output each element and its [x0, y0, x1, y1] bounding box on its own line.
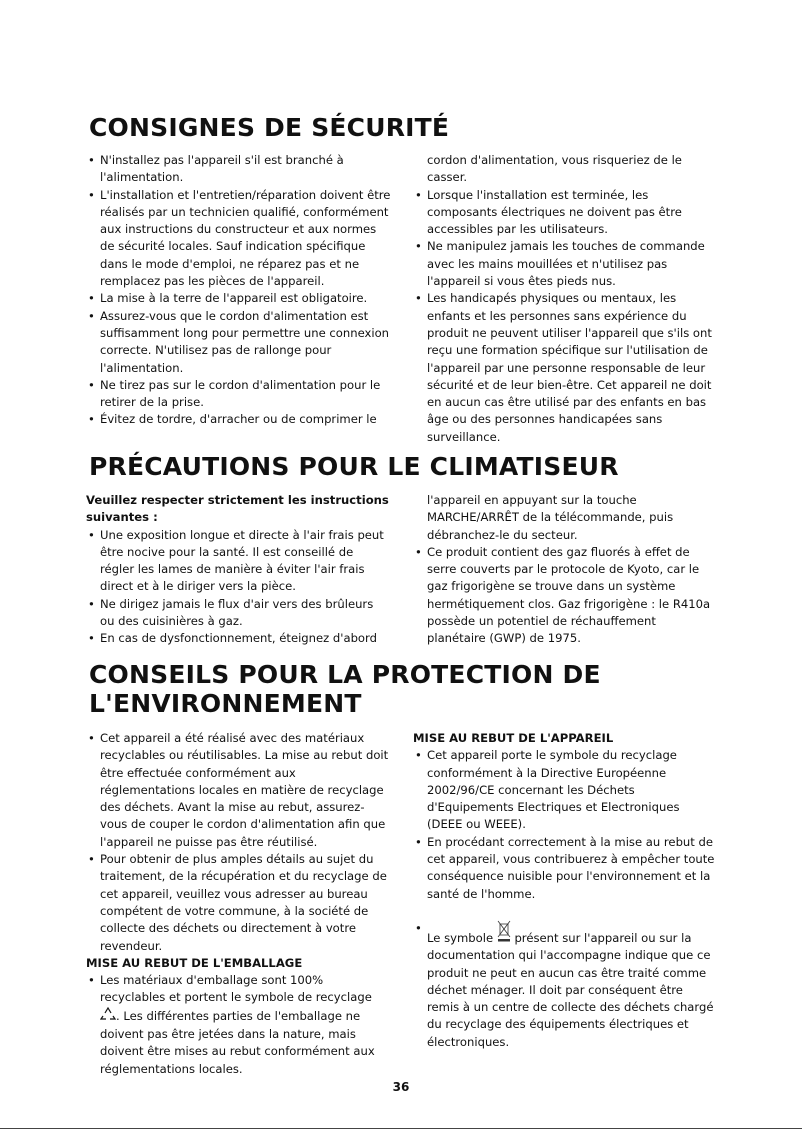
packaging-text-2: . Les différentes parties de l'emballage ne doivent pas être jetées dans la nature, mais doivent être mises au rebut conformément aux réglementations locales.: [100, 1008, 375, 1076]
list-item: • Les handicapés physiques ou mentaux, les enfants et les personnes sans expérience du produit ne peuvent utiliser l'appareil que s'ils ont reçu une formation spécifique sur l'utilisation de l'appareil par une personne responsable de leur sécurité et de leur bien-être. Cet appareil ne doit en aucun cas être utilisé par des enfants en bas âge ou des personnes handicapées sans surveillance.: [413, 290, 718, 446]
list-item: • Assurez-vous que le cordon d'alimentation est suffisamment long pour permettre une connexion correcte. N'utilisez pas de rallonge pour l'alimentation.: [86, 308, 391, 377]
environment-title: [89, 660, 601, 718]
list-item: • En cas de dysfonctionnement, éteignez d'abord: [86, 630, 391, 647]
list-item: • Lorsque l'installation est terminée, les composants électriques ne doivent pas être accessibles par les utilisateurs.: [413, 187, 718, 239]
page-number: 36: [392, 1080, 410, 1094]
safety-left-column: [86, 152, 391, 429]
precautions-title: PRÉCAUTIONS POUR LE CLIMATISEUR: [89, 452, 619, 481]
appliance-heading: MISE AU REBUT DE L'APPAREIL: [413, 731, 614, 745]
recycle-icon: [100, 1007, 116, 1026]
list-item: • Cet appareil a été réalisé avec des matériaux recyclables ou réutilisables. La mise au rebut doit être effectuée conformément aux réglementations locales en matière de recyclage des déchets. Avant la mise au rebut, assurez-vous de couper le cordon d'alimentation afin que l'appareil ne puisse pas être réutilisé.: [86, 730, 391, 851]
precautions-right-column: [413, 492, 718, 648]
packaging-heading: MISE AU REBUT DE L'EMBALLAGE: [86, 955, 303, 970]
environment-right-column: [413, 730, 718, 1051]
weee-text-2: présent sur l'appareil ou sur la documentation qui l'accompagne indique que ce produit ne peut en aucun cas être traité comme déchet ménager. Il doit par conséquent être remis à un centre de collecte des déchets chargé du recyclage des équipements électriques et électroniques.: [427, 930, 714, 1049]
list-item: [86, 972, 391, 1078]
precautions-intro: Veuillez respecter strictement les instructions suivantes :: [86, 493, 389, 525]
list-item: • Ne dirigez jamais le flux d'air vers des brûleurs ou des cuisinières à gaz.: [86, 596, 391, 631]
weee-text: Le symbole: [427, 930, 497, 945]
list-item: • Cet appareil porte le symbole du recyclage conformément à la Directive Européenne 2002/96/CE concernant les Déchets d'Equipements Electriques et Electroniques (DEEE ou WEEE).: [413, 747, 718, 833]
packaging-text: Les matériaux d'emballage sont 100% recyclables et portent le symbole de recyclage: [100, 973, 372, 1005]
environment-title-line1: CONSEILS POUR LA PROTECTION DE: [89, 660, 601, 689]
list-item: • L'installation et l'entretien/réparation doivent être réalisés par un technicien qualifié, conformément aux instructions du constructeur et aux normes de sécurité locales. Sauf indication spécifique dans le mode d'emploi, ne réparez pas et ne remplacez pas les pièces de l'appareil.: [86, 187, 391, 291]
list-item: [413, 920, 718, 1051]
list-item-continued: l'appareil en appuyant sur la touche MARCHE/ARRÊT de la télécommande, puis débranchez-le du secteur.: [427, 493, 674, 542]
precautions-left-column: [86, 492, 391, 648]
environment-title-line2: L'ENVIRONNEMENT: [89, 689, 362, 718]
list-item: • Ne tirez pas sur le cordon d'alimentation pour le retirer de la prise.: [86, 377, 391, 412]
list-item: • Une exposition longue et directe à l'air frais peut être nocive pour la santé. Il est conseillé de régler les lames de manière à éviter l'air frais direct et à le diriger vers la pièce.: [86, 527, 391, 596]
list-item: • Ne manipulez jamais les touches de commande avec les mains mouillées et n'utilisez pas l'appareil si vous êtes pieds nus.: [413, 238, 718, 290]
list-item: • La mise à la terre de l'appareil est obligatoire.: [86, 290, 391, 307]
list-item: • Évitez de tordre, d'arracher ou de comprimer le: [86, 411, 391, 428]
safety-right-column: [413, 152, 718, 446]
bottom-rule: [0, 1128, 802, 1129]
list-item: • En procédant correctement à la mise au rebut de cet appareil, vous contribuerez à empêcher toute conséquence nuisible pour l'environnement et la santé de l'homme.: [413, 834, 718, 903]
safety-title: CONSIGNES DE SÉCURITÉ: [89, 113, 450, 142]
environment-left-column: [86, 730, 391, 1078]
list-item: • N'installez pas l'appareil s'il est branché à l'alimentation.: [86, 152, 391, 187]
list-item-continued: cordon d'alimentation, vous risqueriez de le casser.: [427, 153, 682, 185]
crossed-bin-icon: [497, 920, 511, 947]
list-item: • Ce produit contient des gaz fluorés à effet de serre couverts par le protocole de Kyoto, car le gaz frigorigène se trouve dans un système hermétiquement clos. Gaz frigorigène : le R410a possède un potentiel de réchauffement planétaire (GWP) de 1975.: [413, 544, 718, 648]
list-item: • Pour obtenir de plus amples détails au sujet du traitement, de la récupération et du recyclage de cet appareil, veuillez vous adresser au bureau compétent de votre commune, à la société de collecte des déchets ou directement à votre revendeur.: [86, 851, 391, 955]
